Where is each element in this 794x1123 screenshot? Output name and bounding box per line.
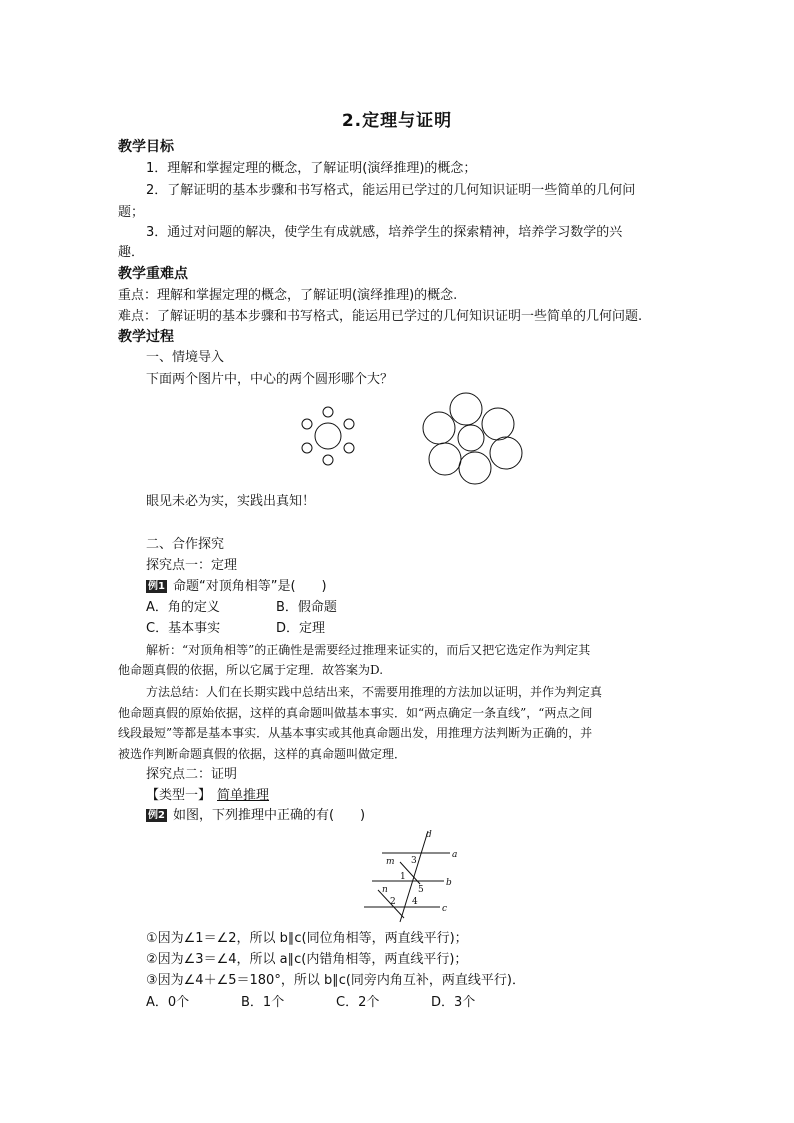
method-summary-4: 被选作判断命题真假的依据，这样的真命题叫做定理．: [118, 747, 407, 761]
method-summary: 方法总结：人们在长期实践中总结出来，不需要用推理的方法加以证明，并作为判定真: [146, 685, 603, 699]
type-1-label: 【类型一】: [146, 788, 212, 803]
method-summary-3: 线段最短”等都是基本事实．从基本事实或其他真命题出发，用推理方法判断为正确的，并: [118, 726, 593, 740]
angle-label-2: 2: [390, 897, 396, 907]
illusion-figure: [290, 388, 540, 488]
example-1-text: 命题“对顶角相等”是( ): [172, 579, 327, 594]
example-1-tag: 例1: [148, 581, 165, 592]
reasoning-2: ②因为∠3＝∠4，所以 a∥c(内错角相等，两直线平行)；: [146, 952, 468, 967]
section-2-heading: 二、合作探究: [146, 537, 225, 552]
page-title: 2.定理与证明: [341, 111, 453, 131]
label-d: d: [426, 830, 432, 840]
reasoning-1: ①因为∠1＝∠2，所以 b∥c(同位角相等，两直线平行)；: [146, 931, 468, 946]
illusion-large-surround: [423, 393, 522, 484]
reasoning-3: ③因为∠4＋∠5＝180°，所以 b∥c(同旁内角互补，两直线平行)．: [146, 973, 525, 988]
angle-label-4: 4: [412, 897, 418, 907]
topic-1-heading: 探究点一：定理: [146, 558, 238, 573]
goal-3: 3．通过对问题的解决，使学生有成就感，培养学生的探索精神，培养学习数学的兴: [146, 225, 623, 240]
angle-label-3: 3: [411, 856, 417, 866]
process-heading: 教学过程: [118, 329, 174, 345]
keypoints-heading: 教学重难点: [118, 266, 188, 282]
label-a: a: [452, 850, 458, 860]
example-1-solution-cont: 他命题真假的依据，所以它属于定理．故答案为D.: [118, 663, 384, 677]
intro-question: 下面两个图片中，中心的两个圆形哪个大？: [146, 372, 394, 387]
option-d-2: D．3个: [431, 995, 476, 1010]
label-c: c: [442, 904, 448, 914]
parallel-lines-figure: [360, 826, 470, 926]
option-a-2: A．0个: [146, 995, 190, 1010]
goal-1: 1．理解和掌握定理的概念，了解证明(演绎推理)的概念；: [146, 161, 477, 176]
goal-3-cont: 趣．: [118, 245, 145, 260]
type-1-name: 简单推理: [217, 788, 270, 803]
illusion-small-surround: [302, 407, 354, 465]
label-n: n: [382, 885, 388, 895]
center-circle-left: [315, 423, 341, 449]
example-1-solution: 解析：“对顶角相等”的正确性是需要经过推理来证实的，而后又把它选定作为判定其: [146, 643, 591, 657]
goals-heading: 教学目标: [118, 139, 174, 155]
example-1-options-row-1: [146, 598, 711, 618]
label-b: b: [446, 878, 452, 888]
goal-2: 2．了解证明的基本步骤和书写格式，能运用已学过的几何知识证明一些简单的几何问: [146, 183, 636, 198]
method-summary-2: 他命题真假的原始依据，这样的真命题叫做基本事实．如“两点确定一条直线”，“两点之间: [118, 706, 593, 720]
goal-2-cont: 题；: [118, 205, 145, 220]
option-a: A．角的定义: [146, 600, 220, 615]
example-2-question: [146, 806, 711, 826]
example-2-options: [146, 993, 711, 1013]
option-c-2: C．2个: [336, 995, 380, 1010]
intro-conclusion: 眼见未必为实，实践出真知！: [146, 494, 316, 509]
keypoint-focus: 重点：理解和掌握定理的概念，了解证明(演绎推理)的概念.: [118, 288, 458, 303]
option-b: B．假命题: [276, 600, 337, 615]
label-m: m: [386, 857, 395, 867]
example-2-text: 如图，下列推理中正确的有( ): [172, 808, 366, 823]
angle-label-1: 1: [400, 872, 406, 882]
center-circle-right: [458, 425, 484, 451]
example-2-tag: 例2: [148, 810, 165, 821]
angle-label-5: 5: [418, 885, 424, 895]
type-1-heading: [146, 786, 711, 806]
section-1-heading: 一、情境导入: [146, 350, 225, 365]
keypoint-difficulty: 难点：了解证明的基本步骤和书写格式，能运用已学过的几何知识证明一些简单的几何问题.: [118, 309, 643, 324]
example-1-options-row-2: [146, 619, 711, 639]
option-d: D．定理: [276, 621, 326, 636]
example-1-question: [146, 577, 711, 597]
option-c: C．基本事实: [146, 621, 221, 636]
option-b-2: B．1个: [241, 995, 285, 1010]
topic-2-heading: 探究点二：证明: [146, 767, 238, 782]
